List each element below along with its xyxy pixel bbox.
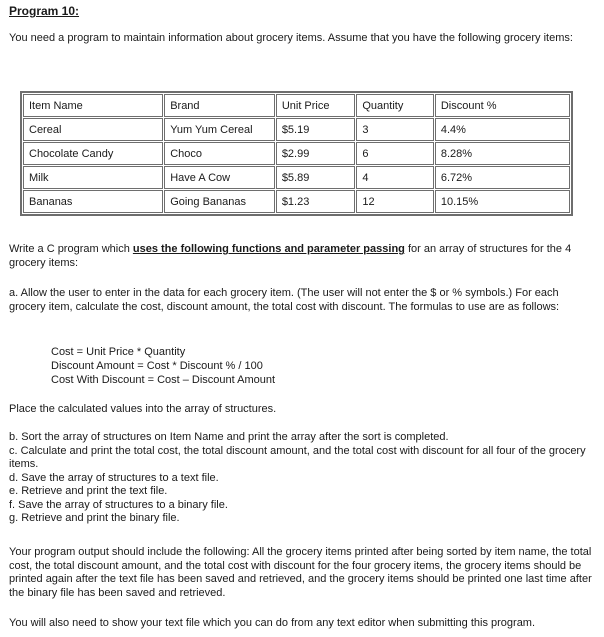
table-row xyxy=(23,190,570,213)
cell-brand: Choco xyxy=(164,142,275,165)
cell-brand: Have A Cow xyxy=(164,166,275,189)
step-d: d. Save the array of structures to a text file. xyxy=(9,471,219,484)
table-row xyxy=(23,118,570,141)
cell-discount: 6.72% xyxy=(435,166,570,189)
step-list xyxy=(9,431,594,526)
intro-paragraph: You need a program to maintain information about grocery items. Assume that you have the following grocery items: xyxy=(9,32,573,44)
formula-cost: Cost = Unit Price * Quantity xyxy=(51,346,186,358)
table-header-row xyxy=(23,94,570,117)
cell-unit-price: $2.99 xyxy=(276,142,356,165)
header-unit-price: Unit Price xyxy=(276,94,356,117)
write-emphasis: uses the following functions and parameter passing xyxy=(132,243,405,255)
header-quantity: Quantity xyxy=(356,94,434,117)
grocery-table xyxy=(20,91,573,216)
cell-item-name: Chocolate Candy xyxy=(23,142,163,165)
step-f: f. Save the array of structures to a binary file. xyxy=(9,498,228,511)
header-item-name: Item Name xyxy=(23,94,163,117)
table-row xyxy=(23,142,570,165)
write-text-after: for an array of structures for the 4 grocery items: xyxy=(9,243,572,269)
formula-discount-amount: Discount Amount = Cost * Discount % / 100 xyxy=(51,360,263,372)
place-paragraph: Place the calculated values into the array of structures. xyxy=(9,403,277,415)
table-row xyxy=(23,166,570,189)
cell-brand: Going Bananas xyxy=(164,190,275,213)
write-text-before: Write a C program which xyxy=(9,243,133,255)
step-c: c. Calculate and print the total cost, the total discount amount, and the total cost with discount for all four of the grocery items. xyxy=(9,444,586,470)
cell-quantity: 12 xyxy=(356,190,434,213)
output-paragraph: Your program output should include the following: All the grocery items printed after being sorted by item name, the total cost, the total discount amount, and the total cost with discount for the four grocery items, the grocery items should be printed again after the text file has been saved and retrieved, and the grocery items should be printed one last time after the binary file has been saved and retrieved. xyxy=(9,546,592,599)
write-instruction xyxy=(9,243,594,270)
cell-unit-price: $5.89 xyxy=(276,166,356,189)
cell-discount: 8.28% xyxy=(435,142,570,165)
step-b: b. Sort the array of structures on Item Name and print the array after the sort is completed. xyxy=(9,431,449,443)
cell-unit-price: $5.19 xyxy=(276,118,356,141)
header-discount: Discount % xyxy=(435,94,570,117)
cell-quantity: 3 xyxy=(356,118,434,141)
program-title: Program 10: xyxy=(9,4,80,18)
step-e: e. Retrieve and print the text file. xyxy=(9,485,168,497)
cell-quantity: 6 xyxy=(356,142,434,165)
cell-item-name: Cereal xyxy=(23,118,163,141)
part-a-paragraph: a. Allow the user to enter in the data for each grocery item. (The user will not enter the $ or % symbols.) For each grocery item, calculate the cost, discount amount, the total cost with discount. The formulas to use are as follows: xyxy=(9,287,560,313)
cell-discount: 4.4% xyxy=(435,118,570,141)
formula-block xyxy=(51,345,275,387)
cell-item-name: Milk xyxy=(23,166,163,189)
cell-item-name: Bananas xyxy=(23,190,163,213)
header-brand: Brand xyxy=(164,94,275,117)
cell-unit-price: $1.23 xyxy=(276,190,356,213)
cell-quantity: 4 xyxy=(356,166,434,189)
cell-brand: Yum Yum Cereal xyxy=(164,118,275,141)
formula-cost-with-discount: Cost With Discount = Cost – Discount Amount xyxy=(51,374,276,386)
cell-discount: 10.15% xyxy=(435,190,570,213)
show-paragraph: You will also need to show your text file which you can do from any text editor when submitting this program. xyxy=(9,617,536,629)
step-g: g. Retrieve and print the binary file. xyxy=(9,512,180,524)
